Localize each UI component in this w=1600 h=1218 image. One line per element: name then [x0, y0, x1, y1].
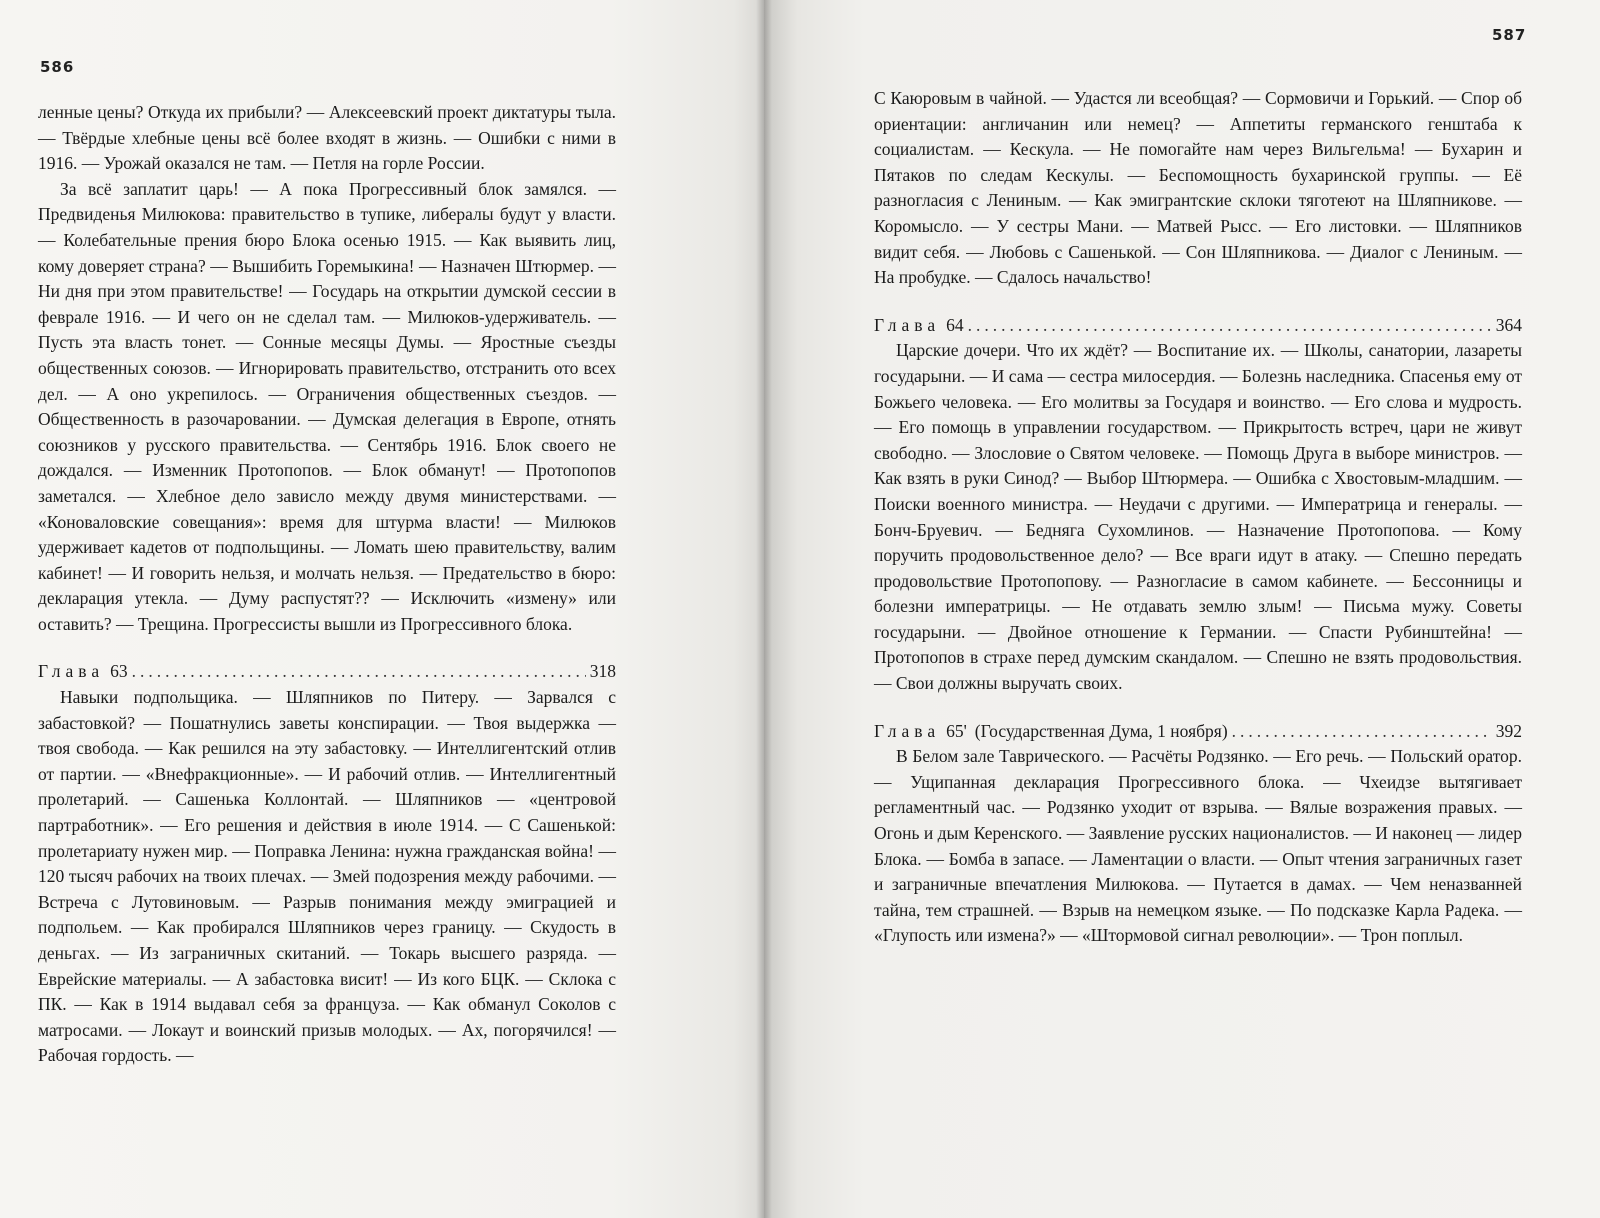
chapter-summary: Царские дочери. Что их ждёт? — Воспитание их. — Школы, санатории, лазареты государыни. — И сама — сестра милосердия. — Болезнь наследника. Спасенья ему от Божьего человека. — Его молитвы за Государя и воинство. — Его слова и мудрость. — Его помощь в управлении государством. — Прикрытость встреч, цари не живут свободно. — Злословие о Святом человеке. — Помощь Друга в выборе министров. — Как взять в руки Синод? — Выбор Штюрмера. — Ошибка с Хвостовым-младшим. — Поиски военного министра. — Неудачи с другими. — Императрица и генералы. — Бонч-Бруевич. — Бедняга Сухомлинов. — Назначение Протопопова. — Кому поручить продовольственное дело? — Все враги идут в атаку. — Спешно передать продовольствие Протопопову. — Разногласие в самом кабинете. — Бессонницы и болезни императрицы. — Не отдавать землю злым! — Письма мужу. Советы государыни. — Двойное отношение к Германии. — Спасти Рубинштейна! — Протопопов в страхе перед думским скандалом. — Спешно не взять продовольствия. — Свои должны выручать своих. [874, 340, 1522, 694]
chapter-page-number: 318 [589, 661, 616, 682]
chapter-page-number: 392 [1495, 720, 1522, 741]
chapter-heading-63 [38, 659, 616, 685]
chapter-number: 63 [110, 661, 128, 682]
book-gutter [756, 0, 772, 1218]
page-number-left: 586 [40, 58, 75, 76]
chapter-page-number: 364 [1495, 314, 1522, 335]
chapter-number: 65' [946, 720, 967, 741]
chapter-subtitle: (Государственная Дума, 1 ноября) [974, 720, 1228, 741]
paragraph: За всё заплатит царь! — А пока Прогрессивный блок замялся. — Предвиденья Милюкова: правительство в тупике, либералы будут у власти. — Колебательные прения бюро Блока осенью 1915. — Как выявить лиц, кому доверяет страна? — Вышибить Горемыкина! — Назначен Штюрмер. — Ни дня при этом правительстве! — Государь на открытии думской сессии в феврале 1916. — И чего он не сделал там. — Милюков-удерживатель. — Пусть эта власть тонет. — Сонные месяцы Думы. — Яростные съезды общественных союзов. — Игнорировать правительство, отстранить ото всех дел. — А оно укрепилось. — Ограничения общественных съездов. — Общественность в разочаровании. — Думская делегация в Европе, отнять союзников у русского правительства. — Сентябрь 1916. Блок своего не дождался. — Изменник Протопопов. — Блок обманут! — Протопопов заметался. — Хлебное дело зависло между двумя министерствами. — «Коноваловские совещания»: время для штурма власти! — Милюков удерживает кадетов от подпольщины. — Ломать шею правительству, валим кабинет! — И говорить нельзя, и молчать нельзя. — Предательство в бюро: декларация утекла. — Думу распустят?? — Исключить «измену» или оставить? — Трещина. Прогрессисты вышли из Прогрессивного блока. [38, 178, 616, 634]
spacer [874, 697, 1522, 715]
chapter-heading-65 [874, 719, 1522, 745]
chapter-number: 64 [946, 314, 964, 335]
right-text-block [874, 86, 1522, 949]
dot-leader [968, 313, 1492, 339]
page-number-right: 587 [1492, 26, 1527, 44]
spacer [38, 637, 616, 655]
right-page [764, 0, 1600, 1218]
dot-leader [132, 659, 586, 685]
chapter-summary: В Белом зале Таврического. — Расчёты Родзянко. — Его речь. — Польский оратор. — Ущипанная декларация Прогрессивного блока. — Чхеидзе вытягивает регламентный час. — Родзянко уходит от взрыва. — Вялые возражения правых. — Огонь и дым Керенского. — Заявление русских националистов. — И наконец — лидер Блока. — Бомба в запасе. — Ламентации о власти. — Опыт чтения заграничных газет и заграничные впечатления Милюкова. — Путается в дамах. — Чем неназванней тайна, тем страшней. — Взрыв на немецком языке. — По подсказке Карла Радека. — «Глупость или измена?» — «Штормовой сигнал революции». — Трон поплыл. [874, 746, 1522, 946]
chapter-summary: Навыки подпольщика. — Шляпников по Питеру. — Зарвался с забастовкой? — Пошатнулись заветы конспирации. — Твоя выдержка — твоя свобода. — Как решился на эту забастовку. — Интеллигентский отлив от партии. — «Внефракционные». — И рабочий отлив. — Интеллигентный пролетарий. — Сашенька Коллонтай. — Шляпников — «центровой партработник». — Его решения и действия в июле 1914. — С Сашенькой: пролетариату нужен мир. — Поправка Ленина: нужна гражданская война! — 120 тысяч рабочих на твоих плечах. — Змей подозрения между рабочими. — Встреча с Лутовиновым. — Разрыв понимания между эмиграцией и подпольем. — Как пробирался Шляпников через границу. — Скудость в деньгах. — Из заграничных скитаний. — Токарь высшего разряда. — Еврейские материалы. — А забастовка висит! — Из кого БЦК. — Склока с ПК. — Как в 1914 выдавал себя за француза. — Как обманул Соколов с матросами. — Локаут и воинский призыв молодых. — Ах, погорячился! — Рабочая гордость. — [38, 687, 616, 1066]
paragraph: ленные цены? Откуда их прибыли? — Алексеевский проект диктатуры тыла. — Твёрдые хлебные цены всё более входят в жизнь. — Ошибки с ними в 1916. — Урожай оказался не там. — Петля на горле России. [38, 102, 616, 174]
chapter-heading-64 [874, 313, 1522, 339]
chapter-label: Глава [874, 314, 941, 335]
left-page [0, 0, 764, 1218]
left-text-block [38, 100, 616, 1069]
chapter-label: Глава [874, 720, 941, 741]
dot-leader [1232, 719, 1492, 745]
spacer [874, 291, 1522, 309]
chapter-label: Глава [38, 661, 105, 682]
paragraph: С Каюровым в чайной. — Удастся ли всеобщая? — Сормовичи и Горький. — Спор об ориентации: англичанин или немец? — Аппетиты германского генштаба к социалистам. — Кескула. — Не помогайте нам через Вильгельма! — Бухарин и Пятаков по следам Кескулы. — Беспомощность бухаринской группы. — Её разногласия с Лениным. — Как эмигрантские склоки тяготеют на Шляпникове. — Коромысло. — У сестры Мани. — Матвей Рысс. — Его листовки. — Шляпников видит себя. — Любовь с Сашенькой. — Сон Шляпникова. — Диалог с Лениным. — На пробудке. — Сдалось начальство! [874, 88, 1522, 288]
